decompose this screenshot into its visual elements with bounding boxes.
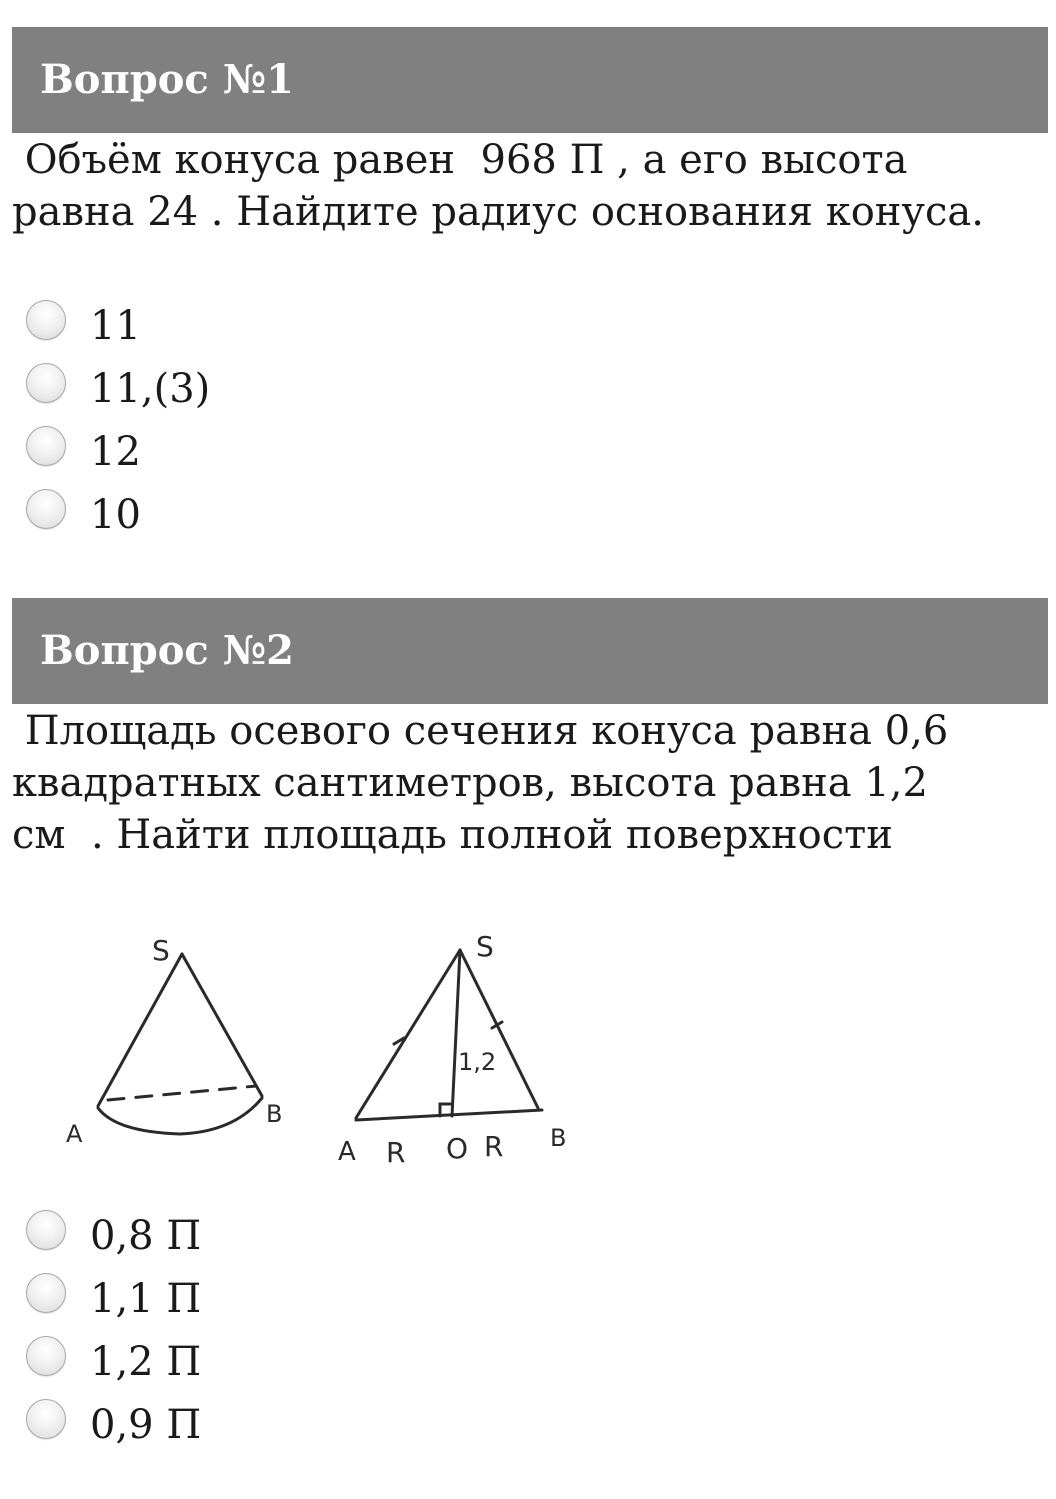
question-1-header: Вопрос №1 xyxy=(12,27,1048,133)
triangle-label-radius-right: R xyxy=(484,1130,504,1163)
triangle-height-label: 1,2 xyxy=(458,1048,497,1076)
triangle-label-apex: S xyxy=(476,930,494,963)
triangle-label-right: B xyxy=(550,1124,567,1152)
radio-button[interactable] xyxy=(26,1336,66,1376)
option-label[interactable]: 10 xyxy=(90,492,141,538)
cone-diagram-svg xyxy=(56,910,576,1188)
cone-figure xyxy=(56,910,576,1188)
option-label[interactable]: 11 xyxy=(90,303,141,349)
question-1-text: Объём конуса равен 968 П , а его высота равна 24 . Найдите радиус основания конуса. xyxy=(12,137,984,235)
radio-button[interactable] xyxy=(26,363,66,403)
triangle-label-left: A xyxy=(338,1137,356,1167)
cone-label-apex: S xyxy=(152,934,170,967)
question-2-header: Вопрос №2 xyxy=(12,598,1048,704)
triangle-left-side xyxy=(356,950,460,1118)
radio-button[interactable] xyxy=(26,1210,66,1250)
cone-left-generatrix xyxy=(98,954,182,1106)
radio-button[interactable] xyxy=(26,426,66,466)
question-2-text: Площадь осевого сечения конуса равна 0,6 квадратных сантиметров, высота равна 1,2 см . Найти площадь полной поверхности xyxy=(12,708,949,858)
option-label[interactable]: 0,9 П xyxy=(90,1402,202,1448)
option-label[interactable]: 12 xyxy=(90,429,141,475)
cone-base-front-arc xyxy=(98,1098,262,1134)
triangle-right-side xyxy=(460,950,538,1108)
triangle-label-radius-left: R xyxy=(386,1136,406,1169)
radio-button[interactable] xyxy=(26,489,66,529)
triangle-height xyxy=(452,950,460,1116)
triangle-base xyxy=(356,1110,542,1120)
cone-right-generatrix xyxy=(182,954,262,1096)
triangle-label-center: O xyxy=(446,1132,469,1165)
option-label[interactable]: 0,8 П xyxy=(90,1213,202,1259)
radio-button[interactable] xyxy=(26,1399,66,1439)
radio-button[interactable] xyxy=(26,1273,66,1313)
option-label[interactable]: 1,1 П xyxy=(90,1276,202,1322)
cone-label-left: A xyxy=(66,1120,83,1148)
option-label[interactable]: 1,2 П xyxy=(90,1339,202,1385)
radio-button[interactable] xyxy=(26,300,66,340)
cone-label-right: B xyxy=(266,1100,283,1128)
option-label[interactable]: 11,(3) xyxy=(90,366,211,412)
cone-base-back-dashed xyxy=(108,1086,256,1100)
